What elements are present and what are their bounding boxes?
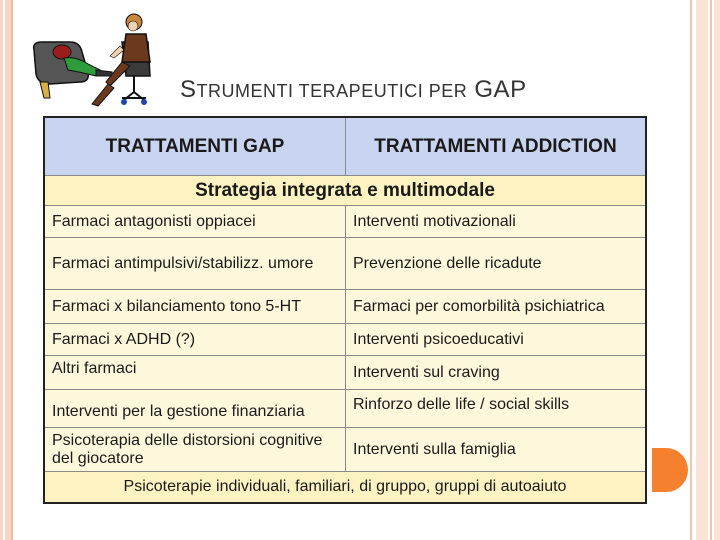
slide-title bbox=[180, 76, 527, 104]
table-cell-addiction: Interventi sulla famiglia bbox=[353, 440, 516, 458]
table-cell-gap: Farmaci antagonisti oppiacei bbox=[45, 206, 346, 237]
table-row bbox=[45, 428, 645, 472]
table-cell-addiction: Prevenzione delle ricadute bbox=[353, 254, 542, 272]
table-header-row bbox=[45, 118, 645, 176]
table-row bbox=[45, 356, 645, 390]
table-row bbox=[45, 290, 645, 324]
therapy-session-clipart-icon bbox=[30, 12, 165, 112]
table-row bbox=[45, 238, 645, 290]
table-cell-addiction: Farmaci per comorbilità psichiatrica bbox=[353, 297, 605, 315]
title-rest: TRUMENTI TERAPEUTICI PER bbox=[196, 81, 468, 101]
header-addiction-treatments: TRATTAMENTI ADDICTION bbox=[374, 135, 617, 157]
table-cell-addiction: Rinforzo delle life / social skills bbox=[353, 396, 570, 413]
table-footer-row bbox=[45, 472, 645, 502]
table-cell-gap: Interventi per la gestione finanziaria bbox=[45, 390, 346, 427]
table-cell-addiction: Interventi motivazionali bbox=[353, 212, 516, 230]
psychotherapies-footer: Psicoterapie individuali, familiari, di gruppo, gruppi di autoaiuto bbox=[123, 478, 567, 495]
table-band-row bbox=[45, 176, 645, 206]
table-cell-gap: Altri farmaci bbox=[45, 356, 346, 389]
title-first-letter: S bbox=[180, 76, 197, 103]
table-cell-gap: Farmaci x ADHD (?) bbox=[45, 324, 346, 355]
table-row bbox=[45, 206, 645, 238]
table-row bbox=[45, 324, 645, 356]
table-cell-gap: Farmaci x bilanciamento tono 5-HT bbox=[45, 290, 346, 323]
table-cell-gap: Psicoterapia delle distorsioni cognitive del giocatore bbox=[45, 428, 346, 471]
table-row bbox=[45, 390, 645, 428]
treatment-table bbox=[43, 116, 647, 504]
header-gap-treatments: TRATTAMENTI GAP bbox=[45, 118, 346, 175]
orange-bullet-icon bbox=[652, 448, 688, 492]
title-last-word: GAP bbox=[474, 76, 527, 103]
table-cell-addiction: Interventi sul craving bbox=[353, 363, 500, 381]
table-cell-addiction: Interventi psicoeducativi bbox=[353, 330, 524, 348]
table-cell-gap: Farmaci antimpulsivi/stabilizz. umore bbox=[45, 238, 346, 289]
right-decorative-border bbox=[688, 0, 720, 540]
left-decorative-border bbox=[0, 0, 13, 540]
integrated-strategy-band: Strategia integrata e multimodale bbox=[195, 179, 495, 201]
